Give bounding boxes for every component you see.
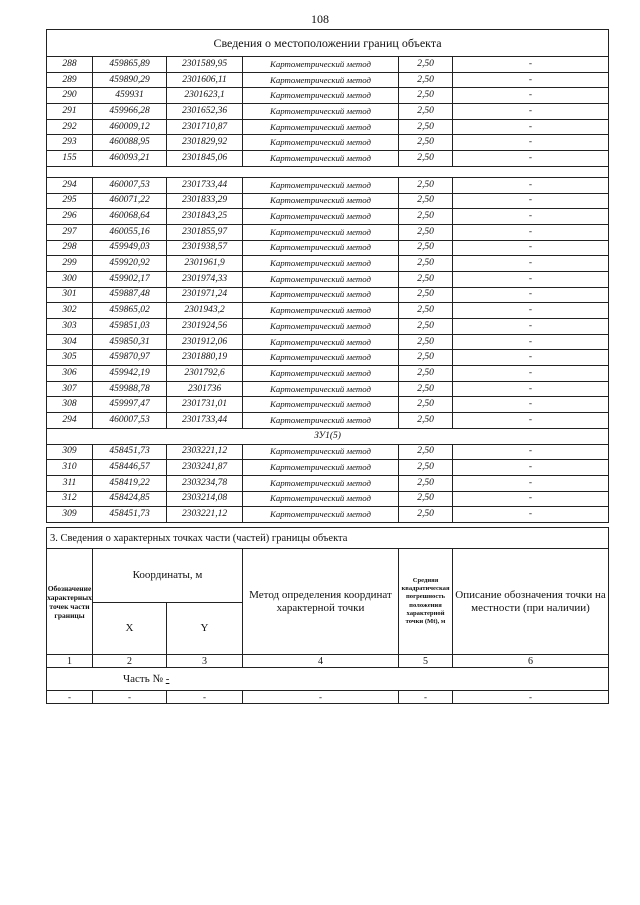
- header-x: X: [93, 603, 167, 655]
- point-id-cell: 308: [47, 397, 93, 413]
- separator-cell: [47, 166, 609, 177]
- part-section-title: 3. Сведения о характерных точках части (частей) границы объекта: [47, 528, 609, 549]
- table-row: [47, 193, 609, 209]
- error-cell: 2,50: [399, 366, 453, 382]
- point-id-cell: 288: [47, 57, 93, 73]
- table-row: [47, 350, 609, 366]
- method-cell: Картометрический метод: [243, 57, 399, 73]
- y-cell: 2301845,06: [167, 151, 243, 167]
- point-id-cell: 309: [47, 444, 93, 460]
- description-cell: -: [453, 135, 609, 151]
- point-id-cell: 293: [47, 135, 93, 151]
- description-cell: -: [453, 381, 609, 397]
- method-cell: Картометрический метод: [243, 88, 399, 104]
- x-cell: 459850,31: [93, 334, 167, 350]
- table-row: [47, 319, 609, 335]
- table-row: [47, 334, 609, 350]
- y-cell: 2301733,44: [167, 413, 243, 429]
- error-cell: 2,50: [399, 460, 453, 476]
- x-cell: 459851,03: [93, 319, 167, 335]
- point-id-cell: 292: [47, 119, 93, 135]
- point-id-cell: 298: [47, 240, 93, 256]
- error-cell: 2,50: [399, 413, 453, 429]
- description-cell: -: [453, 224, 609, 240]
- x-cell: 459865,02: [93, 303, 167, 319]
- x-cell: 459966,28: [93, 104, 167, 120]
- point-id-cell: 305: [47, 350, 93, 366]
- header-point-id: Обозначение характерных точек части границы: [47, 549, 93, 655]
- y-cell: 2301589,95: [167, 57, 243, 73]
- y-cell: 2301938,57: [167, 240, 243, 256]
- point-id-cell: 304: [47, 334, 93, 350]
- table-row: [47, 460, 609, 476]
- method-cell: Картометрический метод: [243, 319, 399, 335]
- description-cell: -: [453, 303, 609, 319]
- y-cell: 2301943,2: [167, 303, 243, 319]
- error-cell: 2,50: [399, 135, 453, 151]
- x-cell: 459988,78: [93, 381, 167, 397]
- error-cell: 2,50: [399, 444, 453, 460]
- point-id-cell: 290: [47, 88, 93, 104]
- table-row: [47, 413, 609, 429]
- section-title: Сведения о местоположении границ объекта: [47, 30, 609, 57]
- empty-cell: -: [453, 691, 609, 704]
- method-cell: Картометрический метод: [243, 151, 399, 167]
- y-cell: 2301833,29: [167, 193, 243, 209]
- method-cell: Картометрический метод: [243, 381, 399, 397]
- error-cell: 2,50: [399, 193, 453, 209]
- error-cell: 2,50: [399, 224, 453, 240]
- description-cell: -: [453, 444, 609, 460]
- error-cell: 2,50: [399, 240, 453, 256]
- table-row: [47, 303, 609, 319]
- point-id-cell: 311: [47, 475, 93, 491]
- subgroup-row: [47, 428, 609, 444]
- column-number: 6: [453, 655, 609, 668]
- boundary-points-table: [46, 29, 609, 523]
- method-cell: Картометрический метод: [243, 475, 399, 491]
- header-description: Описание обозначения точки на местности (при наличии): [453, 549, 609, 655]
- x-cell: 460088,95: [93, 135, 167, 151]
- empty-cell: -: [167, 691, 243, 704]
- y-cell: 2301880,19: [167, 350, 243, 366]
- error-cell: 2,50: [399, 151, 453, 167]
- description-cell: -: [453, 413, 609, 429]
- x-cell: 458419,22: [93, 475, 167, 491]
- x-cell: 459902,17: [93, 271, 167, 287]
- table-row: [47, 287, 609, 303]
- group-separator: [47, 166, 609, 177]
- table-row: [47, 507, 609, 523]
- method-cell: Картометрический метод: [243, 334, 399, 350]
- table-row: [47, 177, 609, 193]
- point-id-cell: 312: [47, 491, 93, 507]
- point-id-cell: 297: [47, 224, 93, 240]
- column-number: 5: [399, 655, 453, 668]
- description-cell: -: [453, 397, 609, 413]
- column-number: 3: [167, 655, 243, 668]
- table-row: [47, 151, 609, 167]
- part-empty-row: [47, 691, 609, 704]
- description-cell: -: [453, 209, 609, 225]
- error-cell: 2,50: [399, 350, 453, 366]
- error-cell: 2,50: [399, 88, 453, 104]
- error-cell: 2,50: [399, 271, 453, 287]
- method-cell: Картометрический метод: [243, 193, 399, 209]
- y-cell: 2301974,33: [167, 271, 243, 287]
- error-cell: 2,50: [399, 177, 453, 193]
- part-label-row: [47, 668, 609, 691]
- x-cell: 460007,53: [93, 177, 167, 193]
- x-cell: 459887,48: [93, 287, 167, 303]
- method-cell: Картометрический метод: [243, 177, 399, 193]
- y-cell: 2301829,92: [167, 135, 243, 151]
- x-cell: 460068,64: [93, 209, 167, 225]
- empty-cell: -: [47, 691, 93, 704]
- table-row: [47, 224, 609, 240]
- table-row: [47, 475, 609, 491]
- x-cell: 458451,73: [93, 507, 167, 523]
- description-cell: -: [453, 319, 609, 335]
- error-cell: 2,50: [399, 119, 453, 135]
- table-row: [47, 366, 609, 382]
- y-cell: 2301652,36: [167, 104, 243, 120]
- description-cell: -: [453, 57, 609, 73]
- empty-cell: -: [399, 691, 453, 704]
- method-cell: Картометрический метод: [243, 209, 399, 225]
- y-cell: 2301710,87: [167, 119, 243, 135]
- point-id-cell: 296: [47, 209, 93, 225]
- y-cell: 2303214,08: [167, 491, 243, 507]
- x-cell: 460093,21: [93, 151, 167, 167]
- method-cell: Картометрический метод: [243, 460, 399, 476]
- y-cell: 2303234,78: [167, 475, 243, 491]
- y-cell: 2301912,06: [167, 334, 243, 350]
- point-id-cell: 307: [47, 381, 93, 397]
- table-row: [47, 104, 609, 120]
- point-id-cell: 295: [47, 193, 93, 209]
- point-id-cell: 303: [47, 319, 93, 335]
- method-cell: Картометрический метод: [243, 224, 399, 240]
- error-cell: 2,50: [399, 104, 453, 120]
- part-section-title-row: [47, 528, 609, 549]
- method-cell: Картометрический метод: [243, 507, 399, 523]
- method-cell: Картометрический метод: [243, 444, 399, 460]
- point-id-cell: 302: [47, 303, 93, 319]
- description-cell: -: [453, 287, 609, 303]
- column-number: 4: [243, 655, 399, 668]
- point-id-cell: 291: [47, 104, 93, 120]
- part-points-table: [46, 527, 609, 704]
- x-cell: 458424,85: [93, 491, 167, 507]
- description-cell: -: [453, 72, 609, 88]
- table-row: [47, 57, 609, 73]
- description-cell: -: [453, 151, 609, 167]
- header-error: Средняя квадратическая погрешность положения характерной точки (Mt), м: [399, 549, 453, 655]
- method-cell: Картометрический метод: [243, 397, 399, 413]
- column-number-row: [47, 655, 609, 668]
- part-label: Часть №: [123, 673, 163, 685]
- y-cell: 2301623,1: [167, 88, 243, 104]
- section-title-row: [47, 30, 609, 57]
- method-cell: Картометрический метод: [243, 271, 399, 287]
- x-cell: 459997,47: [93, 397, 167, 413]
- table-row: [47, 240, 609, 256]
- method-cell: Картометрический метод: [243, 491, 399, 507]
- table-row: [47, 88, 609, 104]
- error-cell: 2,50: [399, 491, 453, 507]
- header-y: Y: [167, 603, 243, 655]
- x-cell: 460009,12: [93, 119, 167, 135]
- description-cell: -: [453, 350, 609, 366]
- x-cell: 459949,03: [93, 240, 167, 256]
- error-cell: 2,50: [399, 72, 453, 88]
- error-cell: 2,50: [399, 287, 453, 303]
- method-cell: Картометрический метод: [243, 240, 399, 256]
- method-cell: Картометрический метод: [243, 413, 399, 429]
- error-cell: 2,50: [399, 397, 453, 413]
- description-cell: -: [453, 475, 609, 491]
- method-cell: Картометрический метод: [243, 350, 399, 366]
- part-label-cell: [47, 668, 609, 691]
- y-cell: 2301792,6: [167, 366, 243, 382]
- description-cell: -: [453, 271, 609, 287]
- table-row: [47, 209, 609, 225]
- x-cell: 460007,53: [93, 413, 167, 429]
- subgroup-label: ЗУ1(5): [47, 428, 609, 444]
- x-cell: 458446,57: [93, 460, 167, 476]
- error-cell: 2,50: [399, 507, 453, 523]
- y-cell: 2303221,12: [167, 444, 243, 460]
- y-cell: 2303241,87: [167, 460, 243, 476]
- method-cell: Картометрический метод: [243, 287, 399, 303]
- x-cell: 459870,97: [93, 350, 167, 366]
- y-cell: 2301855,97: [167, 224, 243, 240]
- table-row: [47, 135, 609, 151]
- empty-cell: -: [243, 691, 399, 704]
- column-number: 1: [47, 655, 93, 668]
- error-cell: 2,50: [399, 256, 453, 272]
- x-cell: 459865,89: [93, 57, 167, 73]
- table-row: [47, 72, 609, 88]
- point-id-cell: 294: [47, 413, 93, 429]
- table-row: [47, 444, 609, 460]
- description-cell: -: [453, 256, 609, 272]
- point-id-cell: 300: [47, 271, 93, 287]
- error-cell: 2,50: [399, 475, 453, 491]
- x-cell: 459942,19: [93, 366, 167, 382]
- y-cell: 2301733,44: [167, 177, 243, 193]
- description-cell: -: [453, 104, 609, 120]
- method-cell: Картометрический метод: [243, 135, 399, 151]
- description-cell: -: [453, 88, 609, 104]
- x-cell: 460055,16: [93, 224, 167, 240]
- point-id-cell: 306: [47, 366, 93, 382]
- y-cell: 2301924,56: [167, 319, 243, 335]
- point-id-cell: 289: [47, 72, 93, 88]
- description-cell: -: [453, 507, 609, 523]
- table-row: [47, 491, 609, 507]
- point-id-cell: 299: [47, 256, 93, 272]
- x-cell: 460071,22: [93, 193, 167, 209]
- method-cell: Картометрический метод: [243, 366, 399, 382]
- y-cell: 2301971,24: [167, 287, 243, 303]
- description-cell: -: [453, 491, 609, 507]
- error-cell: 2,50: [399, 209, 453, 225]
- method-cell: Картометрический метод: [243, 104, 399, 120]
- description-cell: -: [453, 460, 609, 476]
- header-coords: Координаты, м: [93, 549, 243, 603]
- point-id-cell: 310: [47, 460, 93, 476]
- y-cell: 2301606,11: [167, 72, 243, 88]
- x-cell: 458451,73: [93, 444, 167, 460]
- point-id-cell: 309: [47, 507, 93, 523]
- description-cell: -: [453, 366, 609, 382]
- y-cell: 2301736: [167, 381, 243, 397]
- empty-cell: -: [93, 691, 167, 704]
- header-method: Метод определения координат характерной точки: [243, 549, 399, 655]
- table-row: [47, 256, 609, 272]
- part-header-row-1: [47, 549, 609, 603]
- column-number: 2: [93, 655, 167, 668]
- point-id-cell: 155: [47, 151, 93, 167]
- method-cell: Картометрический метод: [243, 303, 399, 319]
- error-cell: 2,50: [399, 303, 453, 319]
- x-cell: 459931: [93, 88, 167, 104]
- description-cell: -: [453, 240, 609, 256]
- point-id-cell: 294: [47, 177, 93, 193]
- part-value: -: [165, 673, 170, 685]
- x-cell: 459920,92: [93, 256, 167, 272]
- table-row: [47, 381, 609, 397]
- method-cell: Картометрический метод: [243, 119, 399, 135]
- error-cell: 2,50: [399, 334, 453, 350]
- description-cell: -: [453, 119, 609, 135]
- y-cell: 2301731,01: [167, 397, 243, 413]
- error-cell: 2,50: [399, 57, 453, 73]
- table-row: [47, 397, 609, 413]
- method-cell: Картометрический метод: [243, 256, 399, 272]
- description-cell: -: [453, 334, 609, 350]
- y-cell: 2301843,25: [167, 209, 243, 225]
- y-cell: 2303221,12: [167, 507, 243, 523]
- description-cell: -: [453, 177, 609, 193]
- page-number: 108: [311, 12, 329, 26]
- y-cell: 2301961,9: [167, 256, 243, 272]
- table-row: [47, 119, 609, 135]
- error-cell: 2,50: [399, 381, 453, 397]
- method-cell: Картометрический метод: [243, 72, 399, 88]
- description-cell: -: [453, 193, 609, 209]
- table-row: [47, 271, 609, 287]
- x-cell: 459890,29: [93, 72, 167, 88]
- error-cell: 2,50: [399, 319, 453, 335]
- point-id-cell: 301: [47, 287, 93, 303]
